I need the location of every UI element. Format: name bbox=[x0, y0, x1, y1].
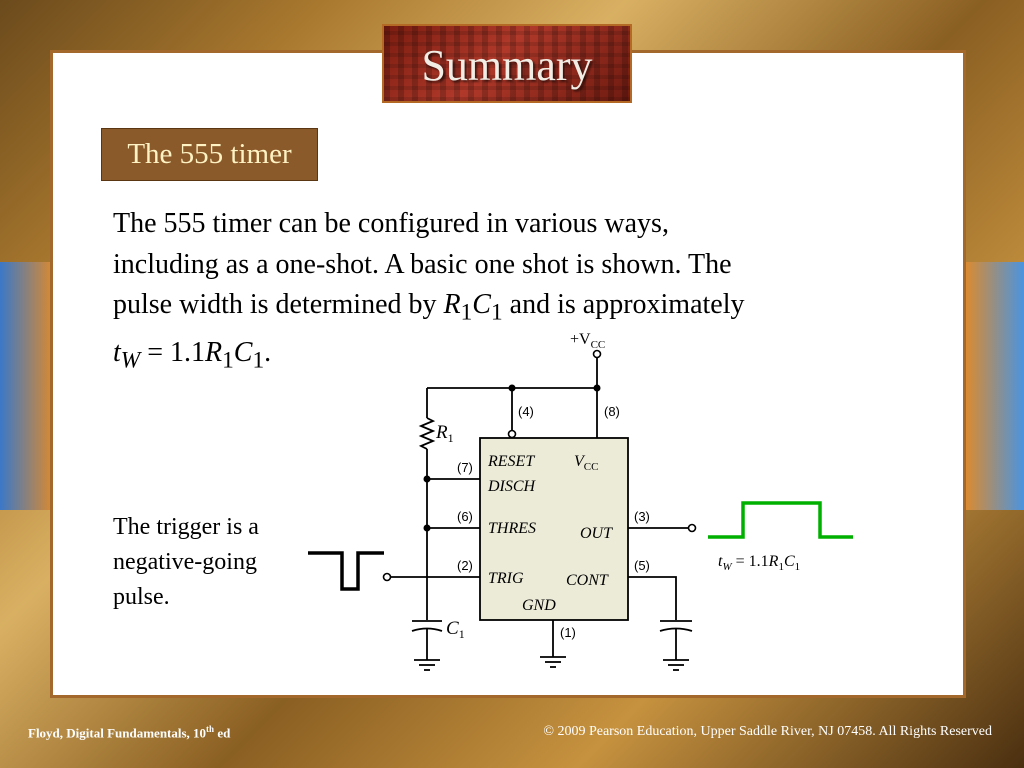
var-t: t bbox=[113, 337, 121, 369]
c1-label: $C_1$ bbox=[446, 618, 465, 641]
trigger-pulse-waveform bbox=[308, 553, 384, 589]
junction-dot bbox=[424, 525, 431, 532]
chip-trig-label: TRIG bbox=[488, 570, 524, 587]
junction-dot bbox=[424, 476, 431, 483]
body-line-3-post: and is approximately bbox=[502, 289, 745, 320]
pin-5-label: (5) bbox=[634, 558, 650, 573]
var-r: R bbox=[205, 337, 223, 369]
body-line-2: including as a one-shot. A basic one shot is shown. The bbox=[113, 248, 732, 280]
chip-cont-label: CONT bbox=[566, 572, 608, 589]
var-c: C bbox=[472, 289, 491, 320]
footer-book-title: Floyd, Digital Fundamentals, 10th ed bbox=[28, 724, 231, 741]
resistor-r1 bbox=[421, 418, 433, 449]
trigger-input-terminal bbox=[384, 574, 391, 581]
sub-one: 1 bbox=[460, 299, 473, 326]
var-c: C bbox=[233, 337, 253, 369]
pin-2-label: (2) bbox=[457, 558, 473, 573]
chip-reset-label: RESET bbox=[488, 453, 535, 470]
junction-dot bbox=[594, 385, 601, 392]
chip-thres-label: THRES bbox=[488, 520, 536, 537]
chip-disch-label: DISCH bbox=[488, 478, 536, 495]
sub-one: 1 bbox=[252, 347, 265, 374]
chip-out-label: OUT bbox=[580, 525, 613, 542]
pin-4-label: (4) bbox=[518, 404, 534, 419]
period: . bbox=[264, 337, 272, 369]
pin-7-label: (7) bbox=[457, 460, 473, 475]
pin-8-label: (8) bbox=[604, 404, 620, 419]
sub-one: 1 bbox=[490, 299, 503, 326]
section-label: The 555 timer bbox=[101, 128, 318, 181]
pin-3-label: (3) bbox=[634, 509, 650, 524]
output-terminal bbox=[689, 525, 696, 532]
output-pulse-waveform bbox=[708, 503, 853, 537]
chip-vcc-label: $V_{CC}$ bbox=[574, 453, 599, 473]
footer-copyright: © 2009 Pearson Education, Upper Saddle River, NJ 07458. All Rights Reserved bbox=[543, 724, 992, 739]
body-line-3-pre: pulse width is determined by bbox=[113, 289, 444, 320]
ground-icon bbox=[540, 657, 566, 667]
chip-gnd-label: GND bbox=[522, 597, 556, 614]
pin-6-label: (6) bbox=[457, 509, 473, 524]
var-r: R bbox=[443, 289, 461, 320]
body-line-1: The 555 timer can be configured in various ways, bbox=[113, 208, 669, 239]
wire-pin5 bbox=[628, 577, 676, 620]
ground-icon bbox=[663, 660, 689, 670]
vcc-terminal bbox=[594, 351, 601, 358]
eq-mid: = 1.1 bbox=[140, 337, 206, 369]
pin-1-label: (1) bbox=[560, 625, 576, 640]
vcc-supply-label: $+V_{CC}$ bbox=[570, 331, 606, 351]
slide-title: Summary bbox=[421, 41, 593, 90]
r1-label: $R_1$ bbox=[436, 422, 454, 445]
reset-inversion-bubble bbox=[509, 431, 516, 438]
sub-one: 1 bbox=[222, 347, 234, 374]
output-pulse-width-equation: $t_W = 1.1R_1C_1$ bbox=[718, 553, 801, 573]
trigger-description: The trigger is a negative-going pulse. bbox=[113, 514, 259, 610]
ground-icon bbox=[414, 660, 440, 670]
sub-w: W bbox=[120, 347, 141, 374]
junction-dot bbox=[509, 385, 516, 392]
